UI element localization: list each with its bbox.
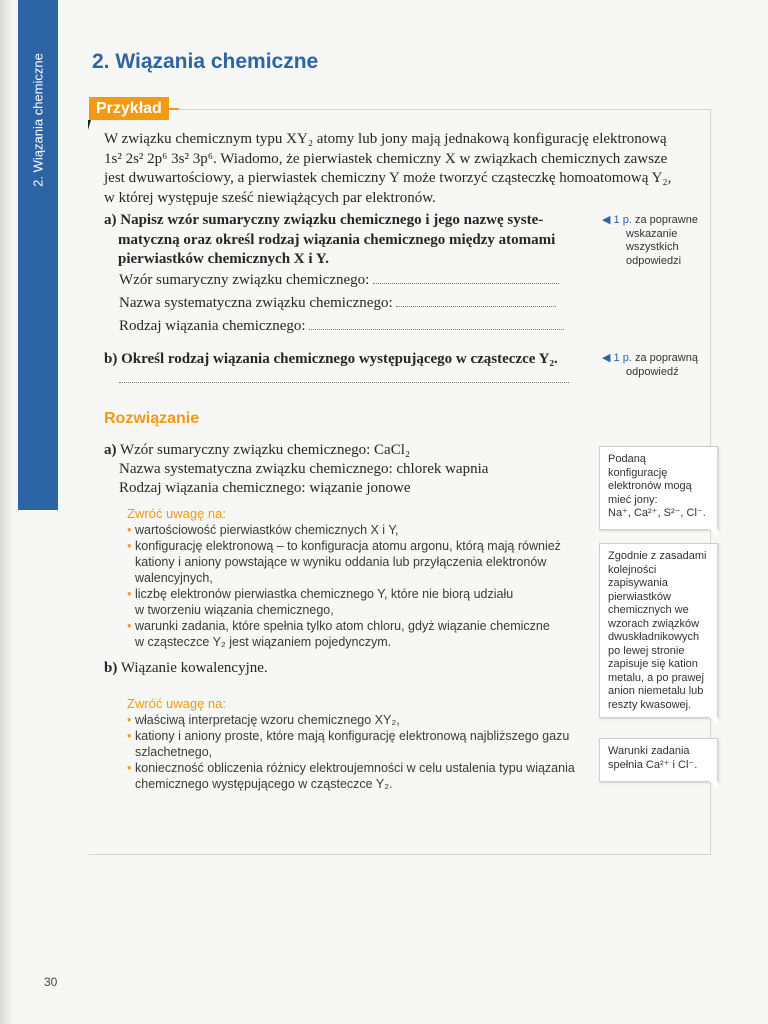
note-corner: [709, 529, 718, 538]
list-item: • kationy i aniony proste, które mają konfigurację elektronową najbliższego gazu szlachetnego,: [127, 729, 570, 759]
triangle-left-icon: ◀: [602, 214, 611, 226]
solution-b-text: Wiązanie kowalencyjne.: [120, 660, 268, 676]
answer-line[interactable]: [309, 319, 564, 330]
answer-field-bond-type[interactable]: [119, 318, 564, 335]
solution-b-label: b): [104, 660, 118, 676]
note-corner: [709, 717, 718, 726]
field-label: Wzór sumaryczny związku chemicznego:: [119, 272, 370, 288]
points-note-a: [602, 214, 698, 268]
chapter-title: 2. Wiązania chemiczne: [92, 50, 319, 73]
side-note-order: Zgodnie z zasadami kolejności zapisywania pierwiastków chemicznych we wzorach związków dwuskładnikowych po lewej stronie zapisuje się kation metalu, a po prawej anion niemetalu lub reszty kwasowej.: [599, 543, 718, 718]
points-text: odpowiedzi: [626, 254, 682, 267]
question-b-label: b): [104, 351, 118, 367]
side-note-conditions: Warunki zadania spełnia Ca²⁺ i Cl⁻.: [599, 738, 718, 782]
points-text: odpowiedź: [626, 365, 679, 378]
solution-a-text: Wzór sumaryczny związku chemicznego: CaCl₂: [119, 442, 411, 458]
list-item: • wartościowość pierwiastków chemicznych X i Y,: [127, 523, 399, 537]
answer-line[interactable]: [396, 296, 556, 307]
solution-b-line: [104, 660, 268, 677]
list-item: • konfigurację elektronową – to konfiguracja atomu argonu, którą mają również kationy i aniony powstające w wyniku oddania lub przyłączenia elektronów walencyjnych,: [127, 539, 561, 585]
example-tab: Przykład: [89, 97, 169, 120]
bullet-icon: •: [127, 619, 132, 633]
points-text: za poprawne: [634, 214, 698, 226]
question-a: [104, 211, 589, 270]
bullet-icon: •: [127, 539, 132, 553]
list-item: • warunki zadania, które spełnia tylko atom chloru, gdyż wiązanie chemiczne w cząsteczce Y₂ jest wiązaniem pojedynczym.: [127, 619, 550, 649]
points-text: za poprawną: [634, 352, 698, 364]
answer-field-formula[interactable]: [119, 272, 559, 289]
list-item: • właściwą interpretację wzoru chemicznego XY₂,: [127, 713, 400, 727]
solution-a-line: Rodzaj wiązania chemicznego: wiązanie jonowe: [119, 480, 411, 496]
note-corner: [709, 781, 718, 790]
intro-line: 1s² 2s² 2p⁶ 3s² 3p⁶. Wiadomo, że pierwiastek chemiczny X w związkach chemicznych zawsze: [104, 150, 668, 167]
question-b-text: Określ rodzaj wiązania chemicznego występującego w cząsteczce Y₂.: [121, 351, 558, 367]
solution-a-line: [104, 442, 410, 459]
answer-line-b[interactable]: [119, 382, 569, 383]
bullet-icon: •: [127, 729, 132, 743]
field-label: Rodzaj wiązania chemicznego:: [119, 318, 306, 334]
points-value: 1 p.: [613, 214, 632, 226]
points-text: wszystkich: [626, 241, 679, 253]
intro-line: jest dwuwartościowy, a pierwiastek chemiczny Y może tworzyć cząsteczkę homoatomową Y₂,: [104, 170, 672, 186]
bullet-icon: •: [127, 523, 132, 537]
answer-line[interactable]: [373, 273, 559, 284]
points-note-b: [602, 352, 698, 379]
intro-line: W związku chemicznym typu XY₂ atomy lub jony mają jednakową konfigurację elektronową: [104, 131, 667, 147]
note-a-list: [127, 522, 587, 650]
answer-field-name[interactable]: [119, 295, 556, 312]
bullet-icon: •: [127, 761, 132, 775]
points-value: 1 p.: [613, 352, 632, 364]
chapter-sidebar-stripe: [18, 0, 58, 510]
example-intro: [104, 130, 704, 208]
example-marker: [88, 120, 94, 130]
solution-heading: Rozwiązanie: [104, 410, 200, 427]
note-a-heading: Zwróć uwagę na:: [127, 506, 226, 521]
page-edge-shadow: [0, 0, 14, 1024]
bullet-icon: •: [127, 587, 132, 601]
question-a-line: Napisz wzór sumaryczny związku chemicznego i jego nazwę syste-: [120, 212, 544, 228]
list-item: • liczbę elektronów pierwiastka chemicznego Y, które nie biorą udziału w tworzeniu wiązania chemicznego,: [127, 587, 514, 617]
question-a-line: matyczną oraz określ rodzaj wiązania chemicznego między atomami: [118, 231, 556, 248]
note-b-list: [127, 712, 587, 792]
bullet-icon: •: [127, 713, 132, 727]
field-label: Nazwa systematyczna związku chemicznego:: [119, 295, 393, 311]
note-b-heading: Zwróć uwagę na:: [127, 696, 226, 711]
solution-a-line: Nazwa systematyczna związku chemicznego: chlorek wapnia: [119, 461, 489, 477]
question-b: [104, 350, 589, 370]
points-text: wskazanie: [626, 227, 678, 240]
page-number: 30: [44, 975, 58, 989]
solution-a-label: a): [104, 442, 117, 458]
intro-line: w której występuje sześć niewiążących par elektronów.: [104, 189, 436, 206]
question-a-line: pierwiastków chemicznych X i Y.: [118, 251, 329, 267]
list-item: • konieczność obliczenia różnicy elektroujemności w celu ustalenia typu wiązania chemicznego występującego w cząsteczce Y₂.: [127, 761, 575, 791]
side-note-ions: Podaną konfigurację elektronów mogą mieć jony: Na⁺, Ca²⁺, S²⁻, Cl⁻.: [599, 446, 718, 530]
question-a-label: a): [104, 212, 117, 228]
triangle-left-icon: ◀: [602, 352, 611, 364]
sidebar-chapter-label: 2. Wiązania chemiczne: [30, 53, 46, 187]
